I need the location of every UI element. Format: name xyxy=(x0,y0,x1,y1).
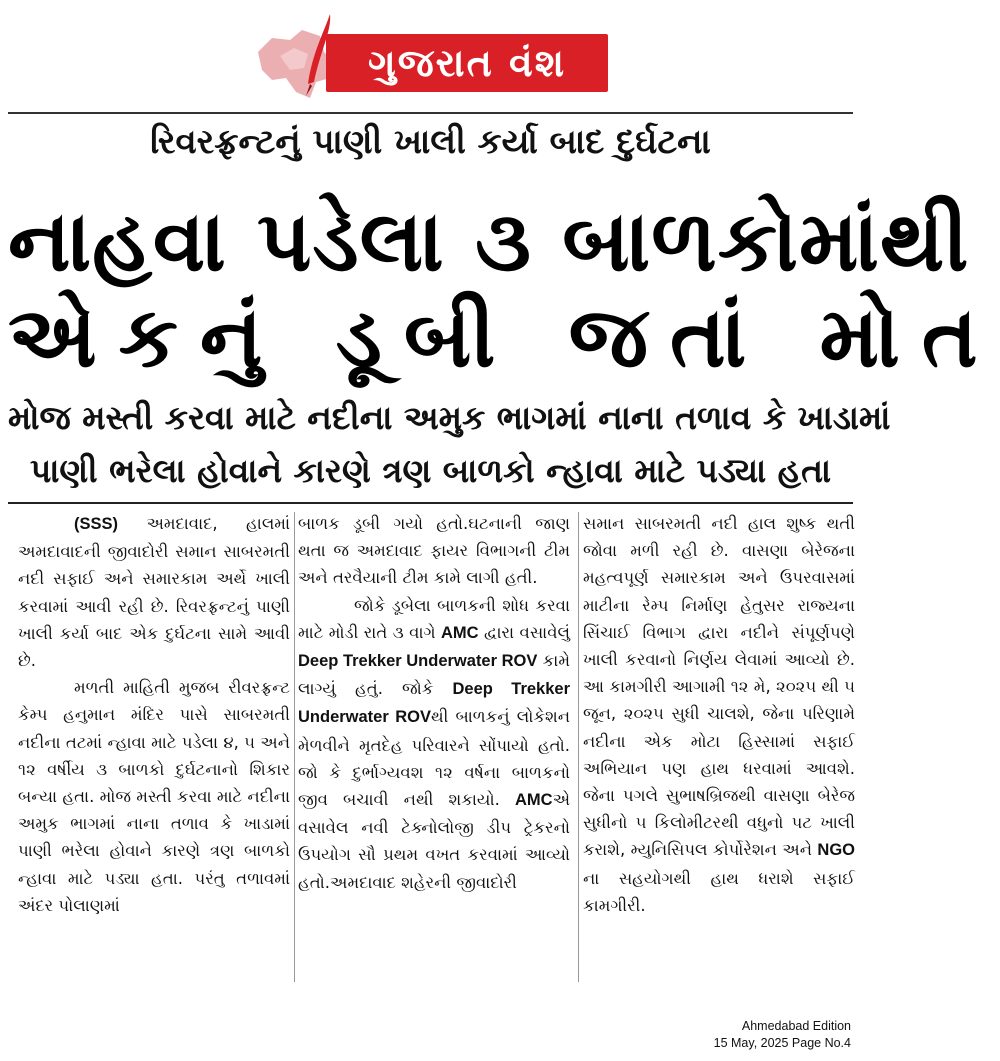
agency-credit: (SSS) xyxy=(74,515,119,533)
article-column-3 xyxy=(583,510,855,970)
article-column-2 xyxy=(298,510,570,970)
date-page-label: 15 May, 2025 Page No.4 xyxy=(713,1036,851,1050)
column-1-paragraph-1: (SSS) અમદાવાદ, હાલમાં અમદાવાદની જીવાદોરી સમાન સાબરમતી નદી સફાઈ અને સમારકામ અર્થે ખાલી કરવામાં આવી રહી છે. રિવરફ્રન્ટનું પાણી ખાલી કર્યા બાદ એક દુર્ઘટના સામે આવી છે. xyxy=(18,514,290,671)
deck-line-1: મોજ મસ્તી કરવા માટે નદીના અમુક ભાગમાં નાના તળાવ કે ખાડામાં xyxy=(8,398,891,437)
masthead xyxy=(0,0,861,112)
headline-line-2: એકનું ડૂબી જતાં મોત xyxy=(8,288,1000,386)
deck-rule xyxy=(8,502,853,504)
edition-label: Ahmedabad Edition xyxy=(741,1019,851,1033)
article-kicker: રિવરફ્રન્ટનું પાણી ખાલી કર્યા બાદ દુર્ઘટના xyxy=(150,122,711,162)
deck-line-2: પાણી ભરેલા હોવાને કારણે ત્રણ બાળકો ન્હાવા માટે પડ્યા હતા xyxy=(29,451,832,490)
edition-footer xyxy=(714,1018,851,1052)
masthead-rule xyxy=(8,112,853,114)
article-column-1 xyxy=(18,510,290,970)
column-2-paragraph-1: બાળક ડૂબી ગયો હતો.ઘટનાની જાણ થતા જ અમદાવાદ ફાયર વિભાગની ટીમ અને તરવૈયાની ટીમ કામે લાગી હતી. xyxy=(298,514,570,588)
column-divider xyxy=(578,512,579,982)
headline-line-1: નાહવા પડેલા ૩ બાળકોમાંથી xyxy=(8,192,970,290)
column-3-paragraph-1: સમાન સાબરમતી નદી હાલ શુષ્ક થતી જોવા મળી રહી છે. વાસણા બેરેજના મહત્વપૂર્ણ સમારકામ અને ઉપરવાસમાં માટીના રેમ્પ નિર્માણ હેતુસર રાજ્યના સિંચાઈ વિભાગ દ્વારા નદીને સંપૂર્ણપણે ખાલી કરવાનો નિર્ણય લેવામાં આવ્યો છે. આ કામગીરી આગામી ૧૨ મે, ૨૦૨૫ થી ૫ જૂન, ૨૦૨૫ સુધી ચાલશે, જેના પરિણામે નદીના એક મોટા હિસ્સામાં સફાઈ અભિયાન પણ હાથ ધરવામાં આવશે. જેના પગલે સુભાષબ્રિજથી વાસણા બેરેજ સુધીનો ૫ કિલોમીટરથી વધુનો પટ ખાલી કરાશે, મ્યુનિસિપલ કોર્પોરેશન અને NGO ના સહયોગથી હાથ ધરાશે સફાઈ કામગીરી. xyxy=(583,514,855,915)
column-2-paragraph-2: જોકે ડૂબેલા બાળકની શોધ કરવા માટે મોડી રાતે ૩ વાગે AMC દ્વારા વસાવેલું Deep Trekker Underwater ROV કામે લાગ્યું હતું. જોકે Deep Trekker Underwater ROVથી બાળકનું લોકેશન મેળવીને મૃતદેહ પરિવારને સોંપાયો હતો. જો કે દુર્ભાગ્યવશ ૧૨ વર્ષના બાળકનો જીવ બચાવી નથી શકાયો. AMCએ વસાવેલ નવી ટેક્નોલોજી ડીપ ટ્રેકરનો ઉપયોગ સૌ પ્રથમ વખત કરવામાં આવ્યો હતો.અમદાવાદ શહેરની જીવાદોરી xyxy=(298,595,570,892)
brand-logo[interactable]: ગુજરાત વંશ xyxy=(326,34,608,92)
column-1-paragraph-2: મળતી માહિતી મુજબ રીવરફ્રન્ટ કેમ્પ હનુમાન મંદિર પાસે સાબરમતી નદીના તટમાં ન્હાવા માટે પડેલા ૪, ૫ અને ૧૨ વર્ષીય ૩ બાળકો દુર્ઘટનાનો શિકાર બન્યા હતા. મોજ મસ્તી કરવા માટે નદીના અમુક ભાગમાં નાના તળાવ કે ખાડામાં પાણી ભરેલા હોવાને કારણે ત્રણ બાળકો ન્હાવા માટે પડ્યા હતા. પરંતુ તળાવમાં અંદર પોલાણમાં xyxy=(18,678,290,915)
column-divider xyxy=(294,512,295,982)
